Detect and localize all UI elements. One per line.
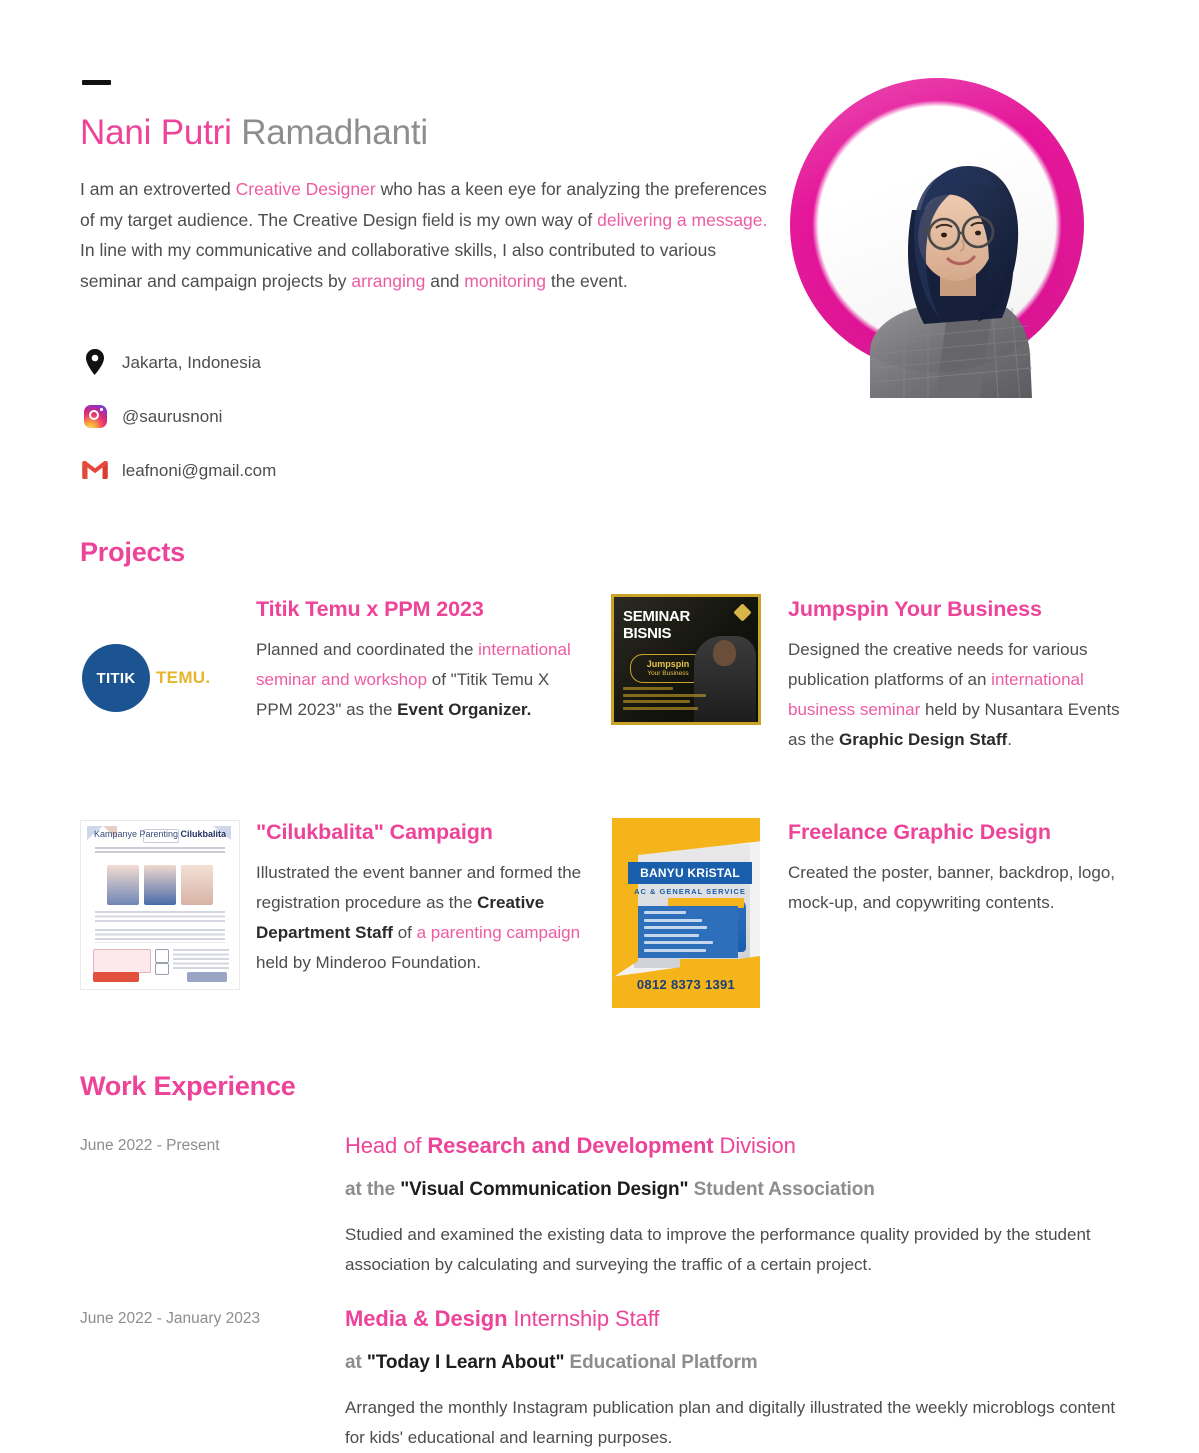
job-role-part: Head of — [345, 1133, 428, 1158]
bio-paragraph — [80, 174, 770, 296]
bio-highlight-1: Creative Designer — [235, 179, 376, 199]
name-middle: Putri — [160, 113, 232, 152]
contact-instagram[interactable] — [80, 394, 510, 438]
project-title: Titik Temu x PPM 2023 — [256, 597, 484, 621]
seminar-poster-title — [623, 608, 690, 642]
titik-temu-logo — [82, 644, 150, 712]
contact-instagram-text: @saurusnoni — [122, 406, 223, 426]
contact-email-text: leafnoni@gmail.com — [122, 460, 277, 480]
job-description: Studied and examined the existing data to improve the performance quality provided by the student association by calculating and surveying the traffic of a certain project. — [345, 1225, 1091, 1275]
seminar-badge-2: Your Business — [647, 669, 689, 677]
bio-text-1: I am an extroverted — [80, 179, 236, 199]
job-org-bold: "Today I Learn About" — [366, 1352, 565, 1374]
project-desc-bold: Graphic Design Staff — [839, 729, 1008, 749]
project-description: Created the poster, banner, backdrop, logo, mock-up, and copywriting contents. — [788, 862, 1116, 912]
project-description — [256, 635, 576, 725]
project-desc-bold: Event Organizer. — [397, 699, 532, 719]
instagram-icon — [80, 401, 110, 431]
project-desc-part: Planned and coordinated the — [256, 639, 479, 659]
bio-highlight-3: arranging — [351, 270, 426, 291]
contact-email[interactable] — [80, 448, 510, 492]
project-item-jumpspin — [788, 597, 1128, 755]
project-desc-part: of — [392, 922, 417, 942]
banyu-subtitle: AC & GENERAL SERVICE — [634, 887, 746, 896]
location-pin-icon — [80, 347, 110, 377]
job-date: June 2022 - Present — [80, 1137, 220, 1154]
avatar-photo — [852, 140, 1038, 398]
job-role-part: Internship Staff — [507, 1306, 660, 1331]
project-desc-highlight: international seminar and workshop — [256, 639, 571, 689]
project-desc-part: . — [1007, 729, 1012, 749]
bio-highlight-4: monitoring — [464, 270, 546, 291]
gmail-icon — [80, 455, 110, 485]
name-first: Nani — [80, 113, 152, 152]
avatar — [790, 78, 1090, 398]
project-desc-part: Illustrated the event banner and formed the registration procedure as the — [256, 862, 582, 912]
bio-text-3: In line with my communicative and collaborative skills, I also contributed to various seminar and campaign projects by — [80, 240, 717, 291]
page-title — [80, 112, 780, 154]
project-description — [256, 858, 586, 978]
bio-text-5: the event. — [546, 270, 628, 291]
seminar-line-2: BISNIS — [623, 625, 672, 642]
banyu-brand: BANYU KRiSTAL — [628, 862, 752, 884]
project-desc-bold: Creative Department Staff — [256, 892, 545, 942]
job-role — [345, 1133, 1135, 1159]
seminar-badge-1: Jumpspin — [646, 658, 690, 669]
job-organization — [345, 1179, 1135, 1202]
job-role-part: Division — [713, 1133, 796, 1158]
section-title-work-experience: Work Experience — [80, 1071, 296, 1101]
banyu-phone-tag — [680, 959, 742, 970]
job-description: Arranged the monthly Instagram publication plan and digitally illustrated the weekly microblogs content for kids' educational and learning purposes. — [345, 1398, 1116, 1448]
project-item-freelance — [788, 820, 1128, 918]
bio-text-2: who has a keen eye for analyzing the preferences of my target audience. The Creative Design field is my own way of — [80, 179, 767, 230]
project-item-titik-temu — [256, 597, 576, 725]
contact-location-text: Jakarta, Indonesia — [122, 352, 261, 372]
cilukbalita-headline — [81, 829, 239, 839]
project-description — [788, 635, 1128, 755]
project-item-cilukbalita — [256, 820, 586, 978]
job-role — [345, 1306, 1135, 1332]
job-organization — [345, 1352, 1135, 1375]
accent-dash — [82, 80, 111, 85]
project-title: "Cilukbalita" Campaign — [256, 820, 493, 844]
job-org-part: at — [345, 1352, 367, 1374]
banyu-phone: 0812 8373 1391 — [636, 977, 736, 992]
job-date: June 2022 - January 2023 — [80, 1310, 261, 1327]
project-title: Jumpspin Your Business — [788, 597, 1042, 621]
project-desc-part: held by Minderoo Foundation. — [256, 952, 481, 972]
project-desc-part: held by Nusantara Events as the — [788, 699, 1120, 749]
project-thumb-titik-temu[interactable] — [82, 638, 237, 718]
job-org-bold: "Visual Communication Design" — [400, 1179, 689, 1201]
banyu-service-list — [638, 906, 738, 958]
project-thumb-cilukbalita[interactable] — [80, 820, 240, 990]
job-entry-rnd — [345, 1133, 1135, 1280]
project-thumb-jumpspin[interactable] — [611, 594, 761, 725]
bio-text-4: and — [425, 270, 465, 291]
project-desc-highlight: a parenting campaign — [416, 922, 581, 942]
job-org-part: at the — [345, 1179, 401, 1201]
seminar-footer-lines — [623, 687, 719, 713]
cilukbalita-headline-light: Kampanye Parenting — [93, 829, 181, 839]
job-org-part: Educational Platform — [564, 1352, 758, 1374]
seminar-speaker-head — [713, 640, 736, 666]
bio-highlight-2: delivering a message. — [597, 209, 768, 230]
project-desc-part: Designed the creative needs for various publication platforms of an — [788, 639, 1088, 689]
job-entry-media-design — [345, 1306, 1135, 1453]
contact-list — [80, 340, 510, 502]
section-title-projects: Projects — [80, 537, 185, 567]
job-role-bold: Media & Design — [345, 1306, 508, 1331]
header-block — [80, 112, 780, 296]
contact-location[interactable] — [80, 340, 510, 384]
seminar-line-1: SEMINAR — [623, 608, 691, 625]
titik-temu-mark-2: TEMU. — [156, 668, 211, 687]
cilukbalita-headline-bold: Cilukbalita — [180, 829, 227, 839]
name-last: Ramadhanti — [241, 113, 428, 152]
seminar-logo-icon — [733, 603, 751, 621]
job-role-bold: Research and Development — [427, 1133, 714, 1158]
cilukbalita-speaker-photos — [107, 865, 213, 905]
project-thumb-banyu-kristal[interactable] — [612, 818, 760, 1008]
cilukbalita-subtext — [95, 847, 225, 854]
titik-temu-mark-1: TITIK — [96, 669, 136, 687]
project-desc-part: of "Titik Temu X PPM 2023" as the — [256, 669, 550, 719]
project-title: Freelance Graphic Design — [788, 820, 1051, 844]
project-desc-highlight: international business seminar — [788, 669, 1084, 719]
job-org-part: Student Association — [688, 1179, 875, 1201]
